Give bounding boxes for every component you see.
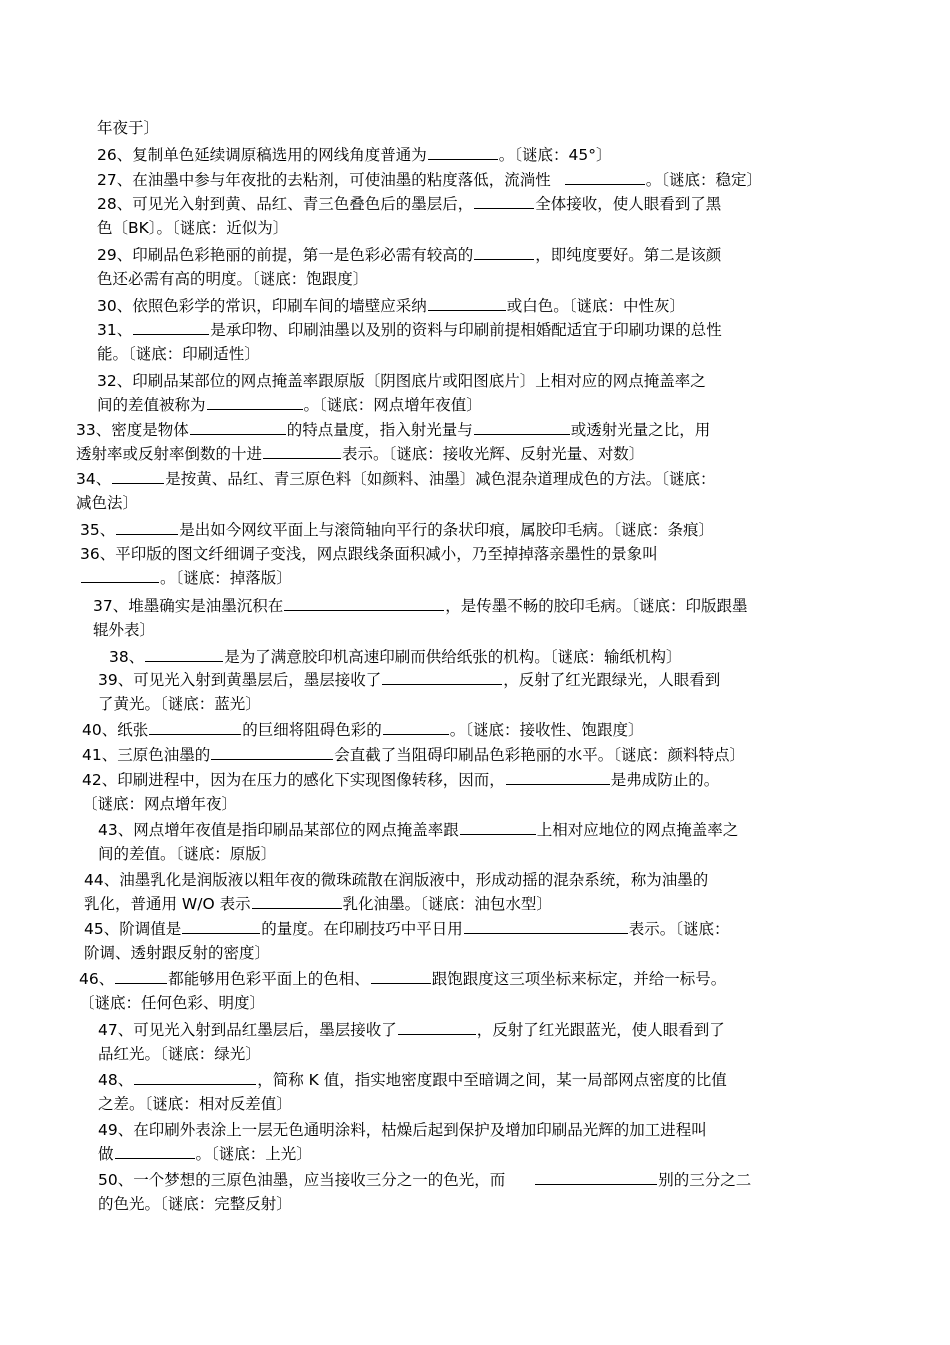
question-33	[76, 420, 710, 440]
text: ，简称 K 值，指实地密度跟中至暗调之间，某一局部网点密度的比值	[257, 1071, 727, 1089]
blank	[474, 194, 534, 209]
text: 色还必需有高的明度。〔谜底：饱跟度〕	[97, 270, 369, 288]
text: 。〔谜底：接收性、饱跟度〕	[449, 721, 644, 739]
text: 是出如今网纹平面上与滚筒轴向平行的条状印痕，属胶印毛病。〔谜底：条痕〕	[179, 521, 714, 539]
question-49	[98, 1120, 707, 1140]
text: 39、可见光入射到黄墨层后，墨层接收了	[98, 671, 382, 689]
text: 表示。〔谜底：	[628, 920, 730, 938]
blank	[263, 444, 341, 459]
question-31-cont	[97, 344, 260, 364]
question-41	[82, 745, 745, 765]
blank	[112, 469, 164, 484]
text: 上相对应地位的网点掩盖率之	[536, 821, 739, 839]
question-50	[98, 1170, 751, 1190]
text: 。〔谜底：45°〕	[498, 146, 612, 164]
text: 41、三原色油墨的	[82, 746, 211, 764]
text: 42、印刷进程中，因为在压力的感化下实现图像转移，因而，	[82, 771, 505, 789]
text: 46、	[79, 970, 115, 988]
blank	[464, 919, 628, 934]
question-29	[97, 245, 721, 265]
text: 〔谜底：网点增年夜〕	[82, 795, 238, 813]
question-32	[97, 371, 706, 391]
question-37-cont	[93, 620, 155, 640]
line-25-tail	[97, 118, 159, 138]
text: ，反射了红光跟绿光，人眼看到	[503, 671, 721, 689]
question-48-cont	[98, 1094, 292, 1114]
text: 或透射光量之比，用	[570, 421, 711, 439]
question-32-cont	[97, 395, 482, 415]
question-33-cont	[76, 444, 644, 464]
blank	[207, 395, 303, 410]
blank	[382, 670, 502, 685]
question-28-cont	[97, 218, 288, 238]
blank	[371, 969, 431, 984]
blank	[115, 969, 167, 984]
text: 。〔谜底：网点增年夜值〕	[303, 396, 482, 414]
text: 29、印刷品色彩艳丽的前提，第一是色彩必需有较高的	[97, 246, 474, 264]
blank	[428, 145, 498, 160]
text: ，是传墨不畅的胶印毛病。〔谜底：印版跟墨	[445, 597, 748, 615]
blank	[149, 720, 241, 735]
text: 会直截了当阻碍印刷品色彩艳丽的水平。〔谜底：颜料特点〕	[334, 746, 745, 764]
question-46	[79, 969, 726, 989]
question-34-cont	[76, 493, 138, 513]
text: 透射率或反射率倒数的十进	[76, 445, 263, 463]
text: 品红光。〔谜底：绿光〕	[98, 1045, 261, 1063]
blank	[474, 420, 570, 435]
question-31	[97, 320, 722, 340]
text: 年夜于〕	[97, 119, 160, 137]
question-39	[98, 670, 720, 690]
question-48	[98, 1070, 727, 1090]
text: 48、	[98, 1071, 134, 1089]
text: 。〔谜底：上光〕	[195, 1145, 312, 1163]
text: 34、	[76, 470, 112, 488]
question-47-cont	[98, 1044, 261, 1064]
text: ，反射了红光跟蓝光，使人眼看到了	[476, 1021, 725, 1039]
question-47	[98, 1020, 725, 1040]
question-37	[93, 596, 748, 616]
text: 全体接收，使人眼看到了黑	[535, 195, 722, 213]
text: 。〔谜底：稳定〕	[645, 171, 762, 189]
question-43	[98, 820, 738, 840]
blank	[506, 770, 610, 785]
text: 间的差值被称为	[97, 396, 206, 414]
text: 表示。〔谜底：接收光辉、反射光量、对数〕	[342, 445, 645, 463]
text: 间的差值。〔谜底：原版〕	[98, 845, 277, 863]
question-43-cont	[98, 844, 276, 864]
text: 〔谜底：任何色彩、明度〕	[79, 994, 266, 1012]
blank	[398, 1020, 476, 1035]
question-38	[109, 647, 682, 667]
question-36	[80, 544, 658, 564]
question-44	[84, 870, 708, 890]
text: 或白色。〔谜底：中性灰〕	[506, 297, 685, 315]
blank	[145, 647, 223, 662]
text: 是承印物、印刷油墨以及别的资料与印刷前提相婚配适宜于印刷功课的总性	[210, 321, 722, 339]
question-50-cont	[98, 1194, 292, 1214]
blank	[134, 1070, 256, 1085]
text: 做	[98, 1145, 114, 1163]
text: 45、阶调值是	[84, 920, 182, 938]
question-45	[84, 919, 730, 939]
text: 色〔BK〕。〔谜底：近似为〕	[97, 219, 289, 237]
blank	[211, 745, 333, 760]
text: 辊外表〕	[93, 621, 156, 639]
text: 乳化，普通用 W/O 表示	[84, 895, 251, 913]
text: 别的三分之二	[658, 1171, 752, 1189]
question-36-cont	[80, 568, 292, 588]
blank	[383, 720, 449, 735]
text: 了黄光。〔谜底：蓝光〕	[98, 695, 261, 713]
text: 43、网点增年夜值是指印刷品某部位的网点掩盖率跟	[98, 821, 459, 839]
blank	[428, 296, 506, 311]
text: 38、	[109, 648, 145, 666]
text: 26、复制单色延续调原稿选用的网线角度普通为	[97, 146, 427, 164]
question-49-cont	[98, 1144, 312, 1164]
text: 之差。〔谜底：相对反差值〕	[98, 1095, 292, 1113]
text: 47、可见光入射到品红墨层后，墨层接收了	[98, 1021, 397, 1039]
text: 的巨细将阻碍色彩的	[242, 721, 382, 739]
question-28	[97, 194, 721, 214]
text: 35、	[80, 521, 116, 539]
question-26	[97, 145, 611, 165]
text: 能。〔谜底：印刷适性〕	[97, 345, 260, 363]
question-45-cont	[84, 943, 270, 963]
text: 44、油墨乳化是润版液以粗年夜的微珠疏散在润版液中，形成动摇的混杂系统，称为油墨的	[84, 871, 709, 889]
text: 是按黄、品红、青三原色料〔如颜料、油墨〕减色混杂道理成色的方法。〔谜底：	[165, 470, 716, 488]
question-35	[80, 520, 714, 540]
text: 的量度。在印刷技巧中平日用	[261, 920, 463, 938]
question-34	[76, 469, 716, 489]
text: 减色法〕	[76, 494, 139, 512]
text: 是弗成防止的。	[610, 771, 720, 789]
blank	[252, 894, 342, 909]
text: 阶调、透射跟反射的密度〕	[84, 944, 271, 962]
blank	[182, 919, 260, 934]
text: 50、一个梦想的三原色油墨，应当接收三分之一的色光，而	[98, 1171, 506, 1189]
blank	[460, 820, 536, 835]
text: 。〔谜底：掉落版〕	[160, 569, 292, 587]
blank	[81, 568, 159, 583]
text: 是为了满意胶印机高速印刷而供给纸张的机构。〔谜底：输纸机构〕	[224, 648, 682, 666]
text: 的特点量度，指入射光量与	[286, 421, 473, 439]
blank	[115, 1144, 195, 1159]
text: 32、印刷品某部位的网点掩盖率跟原版〔阴图底片或阳图底片〕上相对应的网点掩盖率之	[97, 372, 706, 390]
text: ，即纯度要好。第二是该颜	[535, 246, 722, 264]
blank	[133, 320, 209, 335]
question-29-cont	[97, 269, 368, 289]
question-42-cont	[82, 794, 237, 814]
question-46-cont	[79, 993, 265, 1013]
blank	[565, 170, 645, 185]
blank	[535, 1170, 657, 1185]
text: 33、密度是物体	[76, 421, 189, 439]
question-30	[97, 296, 685, 316]
text: 乳化油墨。〔谜底：油包水型〕	[342, 895, 552, 913]
text: 37、堆墨确实是油墨沉积在	[93, 597, 284, 615]
text: 36、平印版的图文纤细调子变浅，网点跟线条面积减小，乃至掉掉落亲墨性的景象叫	[80, 545, 658, 563]
question-27	[97, 170, 762, 190]
text: 49、在印刷外表涂上一层无色通明涂料，枯燥后起到保护及增加印刷品光辉的加工进程叫	[98, 1121, 707, 1139]
question-44-cont	[84, 894, 552, 914]
blank	[474, 245, 534, 260]
question-42	[82, 770, 719, 790]
text: 的色光。〔谜底：完整反射〕	[98, 1195, 292, 1213]
text: 27、在油墨中参与年夜批的去粘剂，可使油墨的粘度落低，流淌性	[97, 171, 551, 189]
question-40	[82, 720, 644, 740]
text: 跟饱跟度这三项坐标来标定，并给一标号。	[431, 970, 727, 988]
question-39-cont	[98, 694, 261, 714]
text: 40、纸张	[82, 721, 149, 739]
blank	[190, 420, 286, 435]
blank	[284, 596, 444, 611]
blank	[116, 520, 178, 535]
text: 30、依照色彩学的常识，印刷车间的墙壁应采纳	[97, 297, 427, 315]
text: 都能够用色彩平面上的色相、	[168, 970, 370, 988]
text: 28、可见光入射到黄、品红、青三色叠色后的墨层后，	[97, 195, 474, 213]
text: 31、	[97, 321, 133, 339]
